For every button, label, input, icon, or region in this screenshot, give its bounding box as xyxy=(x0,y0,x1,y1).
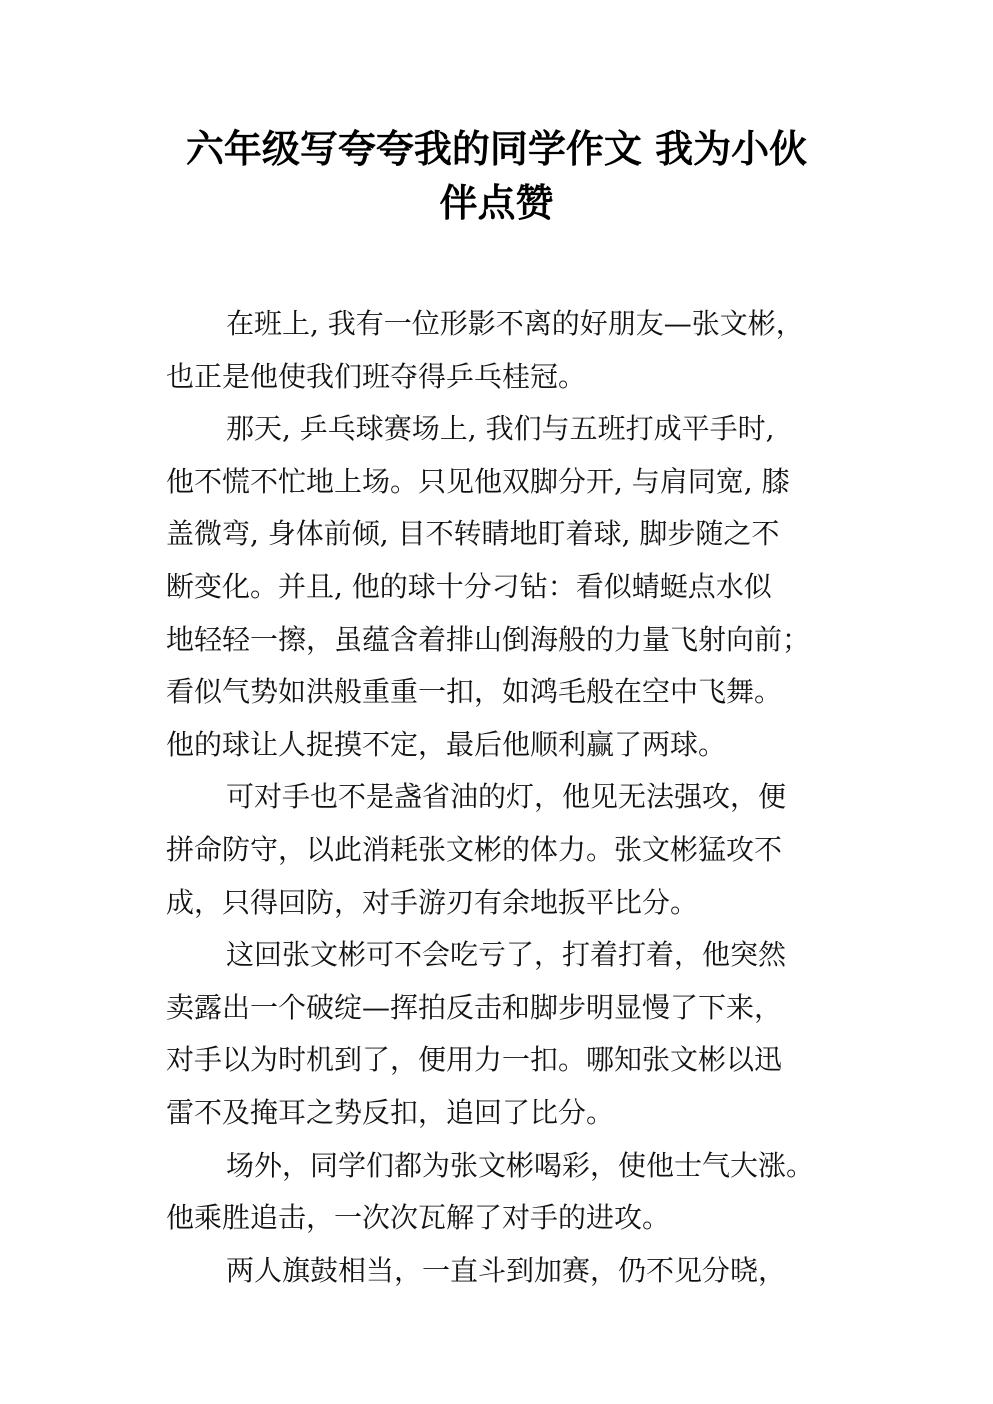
paragraph xyxy=(166,929,846,1139)
paragraph xyxy=(166,1245,846,1298)
text-line: 那天, 乒乓球赛场上, 我们与五班打成平手时, xyxy=(226,412,775,446)
text-line: 拼命防守，以此消耗张文彬的体力。张文彬猛攻不 xyxy=(166,832,783,866)
paragraph xyxy=(166,1140,846,1245)
text-line: 成，只得回防，对手游刃有余地扳平比分。 xyxy=(166,885,699,919)
title-line: 六年级写夸夸我的同学作文 我为小伙 xyxy=(185,127,808,171)
text-line: 这回张文彬可不会吃亏了，打着打着，他突然 xyxy=(226,938,787,972)
text-line: 也正是他使我们班夺得乒乓桂冠。 xyxy=(166,359,587,393)
paragraph xyxy=(166,403,846,771)
title-line: 伴点赞 xyxy=(439,181,554,225)
text-line: 两人旗鼓相当，一直斗到加赛，仍不见分晓， xyxy=(226,1253,787,1287)
text-line: 地轻轻一擦，虽蕴含着排山倒海般的力量飞射向前； xyxy=(166,622,811,656)
text-line: 看似气势如洪般重重一扣，如鸿毛般在空中飞舞。 xyxy=(166,675,783,709)
text-line: 他不慌不忙地上场。只见他双脚分开, 与肩同宽, 膝 xyxy=(166,464,790,498)
paragraph xyxy=(166,771,846,929)
text-line: 场外，同学们都为张文彬喝彩，使他士气大涨。 xyxy=(226,1148,815,1182)
text-line: 对手以为时机到了，便用力一扣。哪知张文彬以迅 xyxy=(166,1043,783,1077)
text-line: 在班上, 我有一位形影不离的好朋友—张文彬， xyxy=(226,307,804,340)
document-title xyxy=(0,122,993,230)
text-line: 断变化。并且, 他的球十分刁钻：看似蜻蜓点水似 xyxy=(166,569,772,603)
text-line: 他的球让人捉摸不定，最后他顺利赢了两球。 xyxy=(166,727,727,761)
text-line: 盖微弯, 身体前倾, 目不转睛地盯着球, 脚步随之不 xyxy=(166,517,780,551)
document-body xyxy=(166,298,846,1297)
text-line: 雷不及掩耳之势反扣，追回了比分。 xyxy=(166,1095,615,1129)
paragraph xyxy=(166,298,846,403)
text-line: 他乘胜追击，一次次瓦解了对手的进攻。 xyxy=(166,1201,671,1235)
text-line: 卖露出一个破绽—挥拍反击和脚步明显慢了下来， xyxy=(166,990,783,1024)
text-line: 可对手也不是盏省油的灯，他见无法强攻，便 xyxy=(226,780,787,814)
